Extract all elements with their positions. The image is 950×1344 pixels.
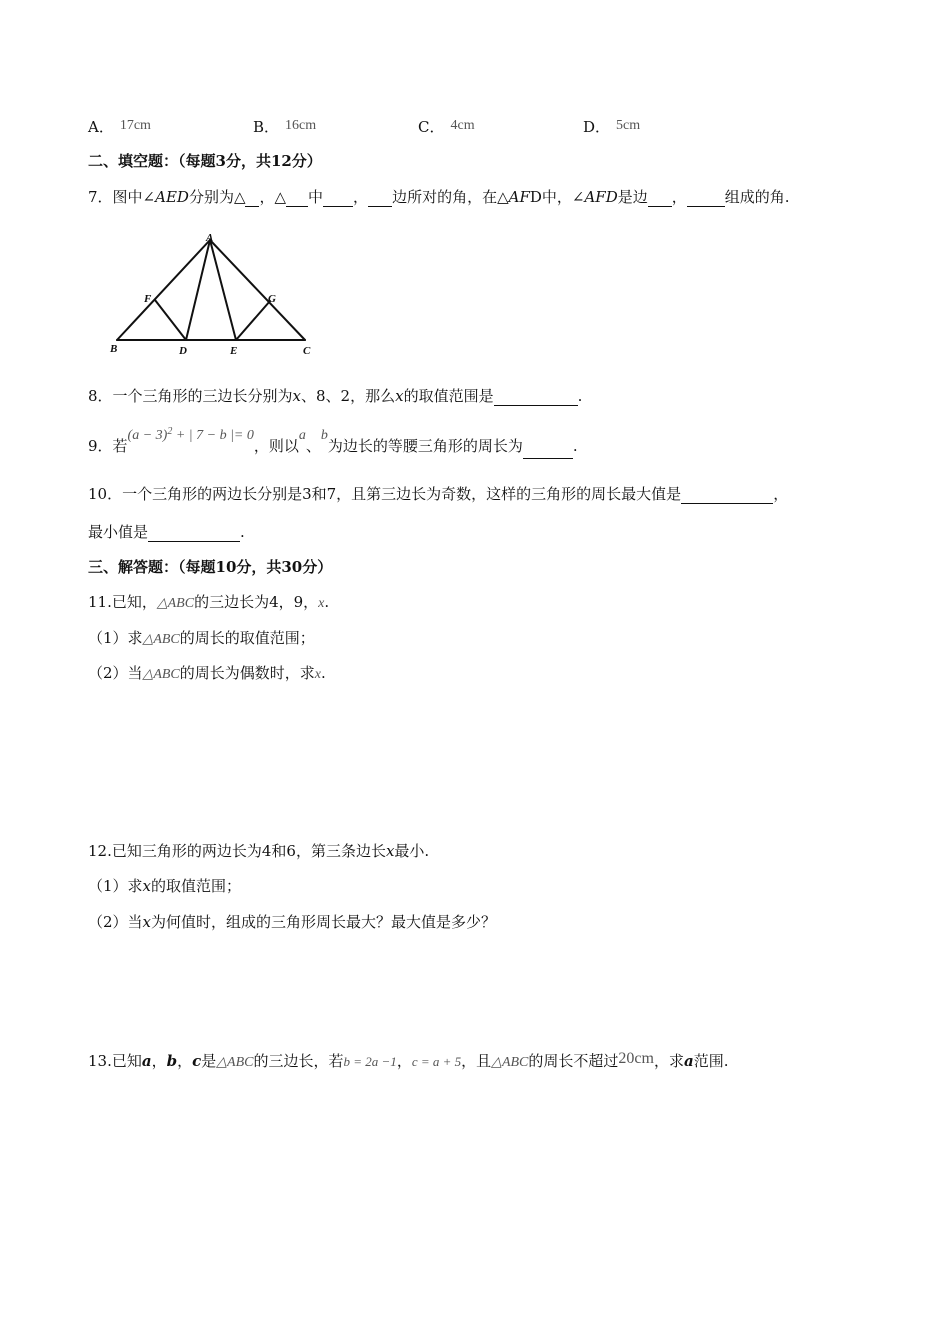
option-d: D． 5cm — [583, 118, 641, 136]
label-e: E — [230, 345, 238, 357]
label-f: F — [144, 293, 152, 305]
label-d: D — [179, 345, 187, 357]
question-10: 10．一个三角形的两边长分别是3和7，且第三边长为奇数，这样的三角形的周长最大值是 ， — [88, 485, 789, 503]
question-8: 8．一个三角形的三边长分别为x、8、2，那么x的取值范围是 . — [88, 387, 583, 405]
question-11: 11.已知，△ABC的三边长为4，9，x. — [88, 593, 330, 611]
question-13: 13.已知a，b，c是△ABC的三边长，若b = 2a −1，c = a + 5，且△ABC的周长不超过20cm，求a范围. — [88, 1050, 729, 1070]
section-2-title: 二、填空题：（每题3分，共12分） — [88, 152, 322, 170]
question-9: 9．若$(a - 3)^2$ + | 7 − b |= 0，则以a、b为边长的等腰三角形的周长为 . — [88, 436, 578, 459]
triangle-figure — [100, 228, 330, 358]
label-c: C — [303, 345, 311, 357]
label-a: A — [206, 232, 214, 244]
question-11-part-1: （1）求△ABC的周长的取值范围； — [88, 629, 315, 647]
question-12-part-1: （1）求x的取值范围； — [88, 877, 242, 895]
label-b: B — [110, 343, 118, 355]
section-3-title: 三、解答题：（每题10分，共30分） — [88, 558, 333, 576]
option-b: B． 16cm — [253, 118, 317, 136]
question-10-line2: 最小值是 . — [88, 523, 245, 541]
option-c: C． 4cm — [418, 118, 475, 136]
question-11-part-2: （2）当△ABC的周长为偶数时，求x. — [88, 664, 326, 682]
question-12: 12.已知三角形的两边长为4和6，第三条边长x最小. — [88, 842, 430, 860]
option-a: A． 17cm — [88, 118, 151, 136]
question-7: 7．图中∠AED分别为△ ，△ 中 ， 边所对的角，在△AFD中，∠AFD是边 ， 组成的角. — [88, 188, 790, 206]
question-12-part-2: （2）当x为何值时，组成的三角形周长最大？最大值是多少？ — [88, 913, 497, 931]
label-g: G — [268, 293, 276, 305]
